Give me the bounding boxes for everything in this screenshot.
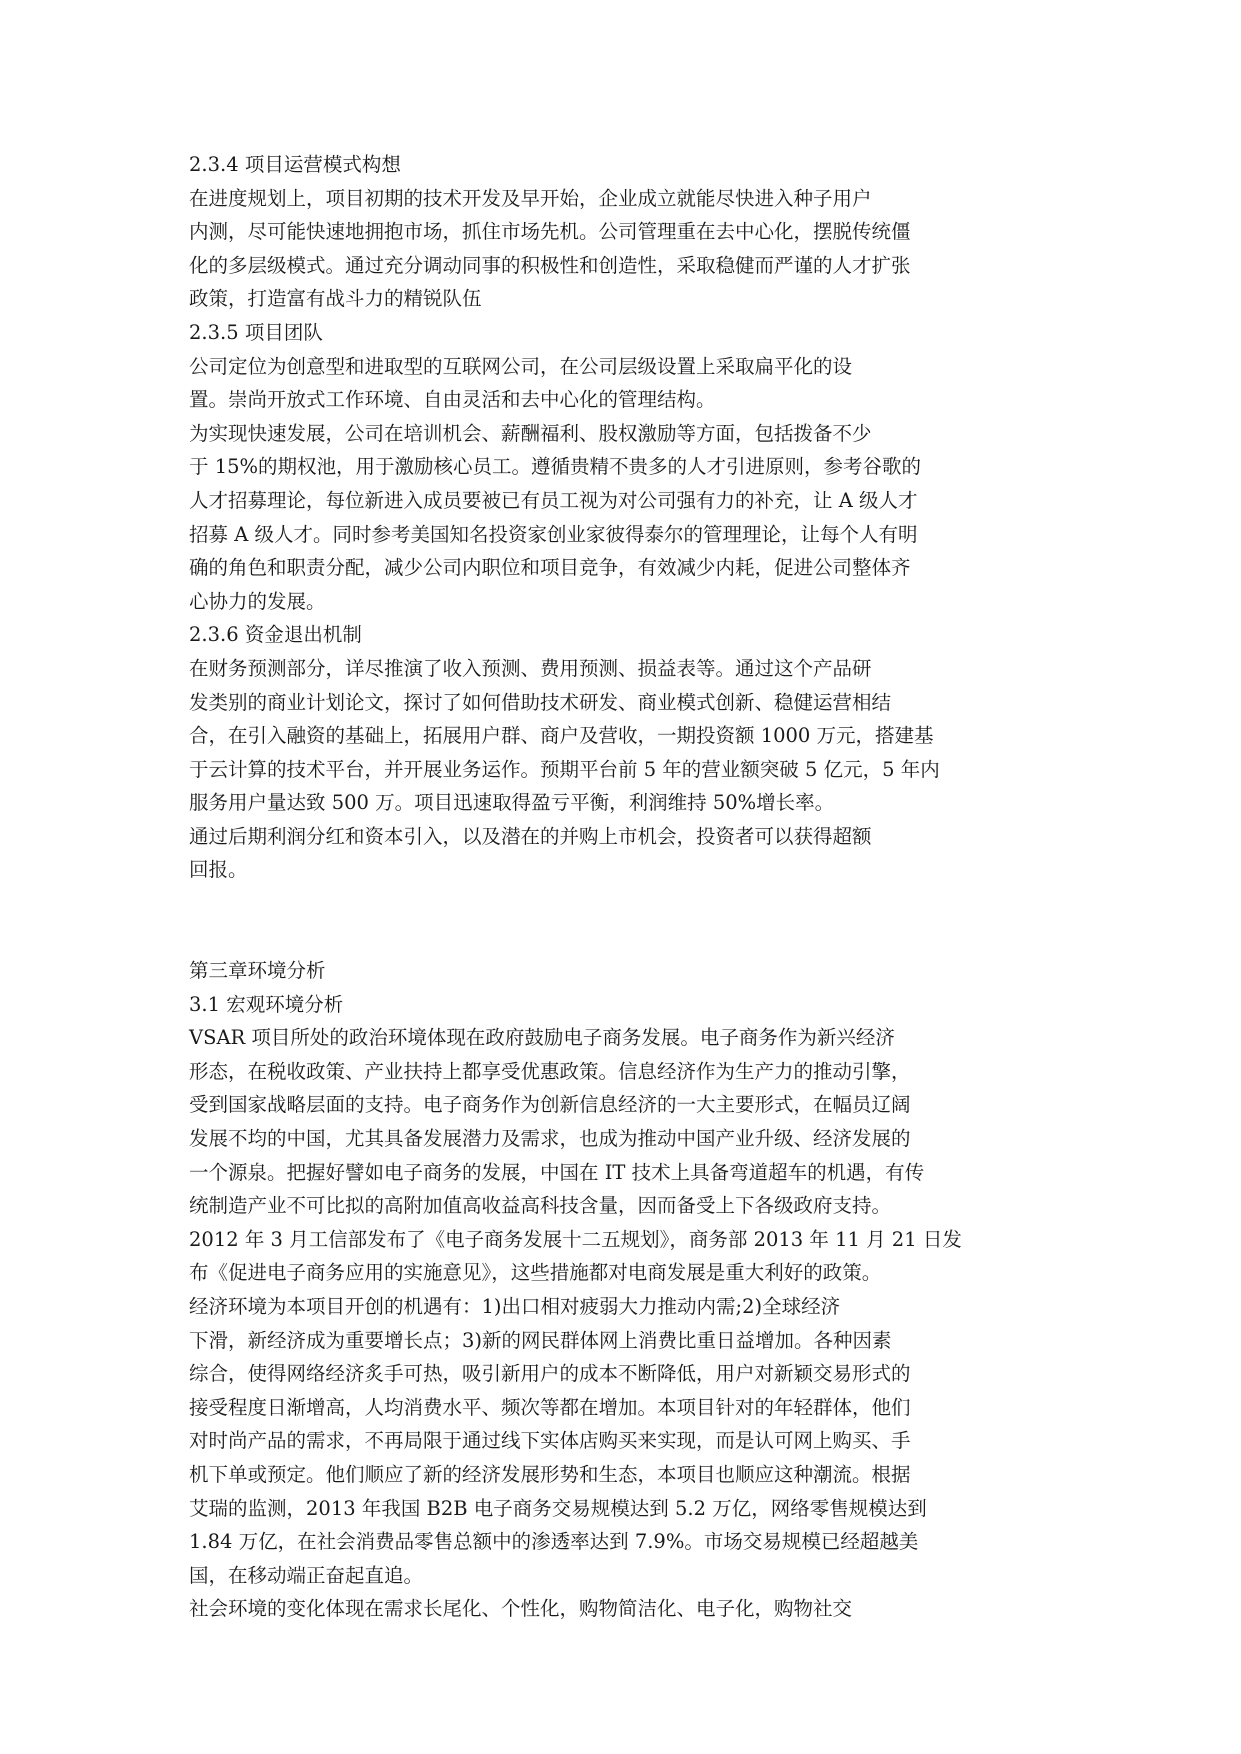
text-line: 服务用户量达致 500 万。项目迅速取得盈亏平衡，利润维持 50%增长率。 [189,791,835,815]
text-line: 合，在引入融资的基础上，拓展用户群、商户及营收，一期投资额 1000 万元，搭建基 [189,724,934,748]
text-line: 布《促进电子商务应用的实施意见》，这些措施都对电商发展是重大利好的政策。 [189,1261,882,1285]
text-line: 2012 年 3 月工信部发布了《电子商务发展十二五规划》，商务部 2013 年 11 月 21 日发 [189,1227,962,1251]
paragraph [189,182,1039,316]
text-line: 国，在移动端正奋起直追。 [189,1563,424,1587]
section-heading-3-1: 3.1 宏观环境分析 [189,992,344,1016]
section-spacer [189,887,1039,954]
section-heading-2-3-4: 2.3.4 项目运营模式构想 [189,153,401,176]
section-heading-2-3-5: 2.3.5 项目团队 [189,320,323,344]
text-line: 统制造产业不可比拟的高附加值高收益高科技含量，因而备受上下各级政府支持。 [189,1194,892,1218]
text-line: 于云计算的技术平台，并开展业务运作。预期平台前 5 年的营业额突破 5 亿元，5 年内 [189,757,940,781]
text-line: 招募 A 级人才。同时参考美国知名投资家创业家彼得泰尔的管理理论，让每个人有明 [189,522,918,546]
chapter-title: 第三章环境分析 [189,959,326,983]
text-line: 心协力的发展。 [189,589,326,613]
text-line: 确的角色和职责分配，减少公司内职位和项目竞争，有效减少内耗，促进公司整体齐 [189,556,911,580]
paragraph [189,1021,1039,1290]
text-line: 人才招募理论，每位新进入成员要被已有员工视为对公司强有力的补充，让 A 级人才 [189,488,918,512]
text-line: 社会环境的变化体现在需求长尾化、个性化，购物简洁化、电子化，购物社交 [189,1597,853,1621]
section-heading-2-3-6: 2.3.6 资金退出机制 [189,623,362,647]
text-line: 受到国家战略层面的支持。电子商务作为创新信息经济的一大主要形式，在幅员辽阔 [189,1093,911,1117]
text-line: VSAR 项目所处的政治环境体现在政府鼓励电子商务发展。电子商务作为新兴经济 [189,1026,895,1050]
text-line: 接受程度日渐增高，人均消费水平、频次等都在增加。本项目针对的年轻群体，他们 [189,1395,911,1419]
text-line: 发展不均的中国，尤其具备发展潜力及需求，也成为推动中国产业升级、经济发展的 [189,1127,911,1151]
text-line: 在进度规划上，项目初期的技术开发及早开始，企业成立就能尽快进入种子用户 [189,186,872,210]
text-line: 发类别的商业计划论文，探讨了如何借助技术研发、商业模式创新、稳健运营相结 [189,690,892,714]
text-line: 一个源泉。把握好譬如电子商务的发展，中国在 IT 技术上具备弯道超车的机遇，有传 [189,1160,925,1184]
text-line: 艾瑞的监测，2013 年我国 B2B 电子商务交易规模达到 5.2 万亿，网络零售规模达到 [189,1496,927,1520]
paragraph [189,1290,1039,1592]
text-line: 化的多层级模式。通过充分调动同事的积极性和创造性，采取稳健而严谨的人才扩张 [189,253,911,277]
text-line: 公司定位为创意型和进取型的互联网公司，在公司层级设置上采取扁平化的设 [189,354,853,378]
text-line: 下滑，新经济成为重要增长点；3)新的网民群体网上消费比重日益增加。各种因素 [189,1328,892,1352]
text-line: 置。崇尚开放式工作环境、自由灵活和去中心化的管理结构。 [189,388,716,412]
paragraph [189,1592,1039,1626]
text-line: 政策，打造富有战斗力的精锐队伍 [189,287,482,311]
paragraph [189,820,1039,887]
document-page [189,148,1039,1626]
text-line: 机下单或预定。他们顺应了新的经济发展形势和生态，本项目也顺应这种潮流。根据 [189,1462,911,1486]
paragraph [189,652,1039,820]
paragraph [189,350,1039,417]
text-line: 1.84 万亿，在社会消费品零售总额中的渗透率达到 7.9%。市场交易规模已经超越美 [189,1530,919,1554]
text-line: 形态，在税收政策、产业扶持上都享受优惠政策。信息经济作为生产力的推动引擎， [189,1059,911,1083]
text-line: 在财务预测部分，详尽推演了收入预测、费用预测、损益表等。通过这个产品研 [189,656,872,680]
text-line: 内测，尽可能快速地拥抱市场，抓住市场先机。公司管理重在去中心化，摆脱传统僵 [189,220,911,244]
text-line: 对时尚产品的需求，不再局限于通过线下实体店购买来实现，而是认可网上购买、手 [189,1429,911,1453]
text-line: 综合，使得网络经济炙手可热，吸引新用户的成本不断降低，用户对新颖交易形式的 [189,1362,911,1386]
text-line: 通过后期利润分红和资本引入，以及潜在的并购上市机会，投资者可以获得超额 [189,824,872,848]
text-line: 回报。 [189,858,248,882]
paragraph [189,417,1039,619]
text-line: 经济环境为本项目开创的机遇有：1)出口相对疲弱大力推动内需;2)全球经济 [189,1295,841,1318]
text-line: 为实现快速发展，公司在培训机会、薪酬福利、股权激励等方面，包括拨备不少 [189,421,872,445]
text-line: 于 15%的期权池，用于激励核心员工。遵循贵精不贵多的人才引进原则，参考谷歌的 [189,455,922,479]
